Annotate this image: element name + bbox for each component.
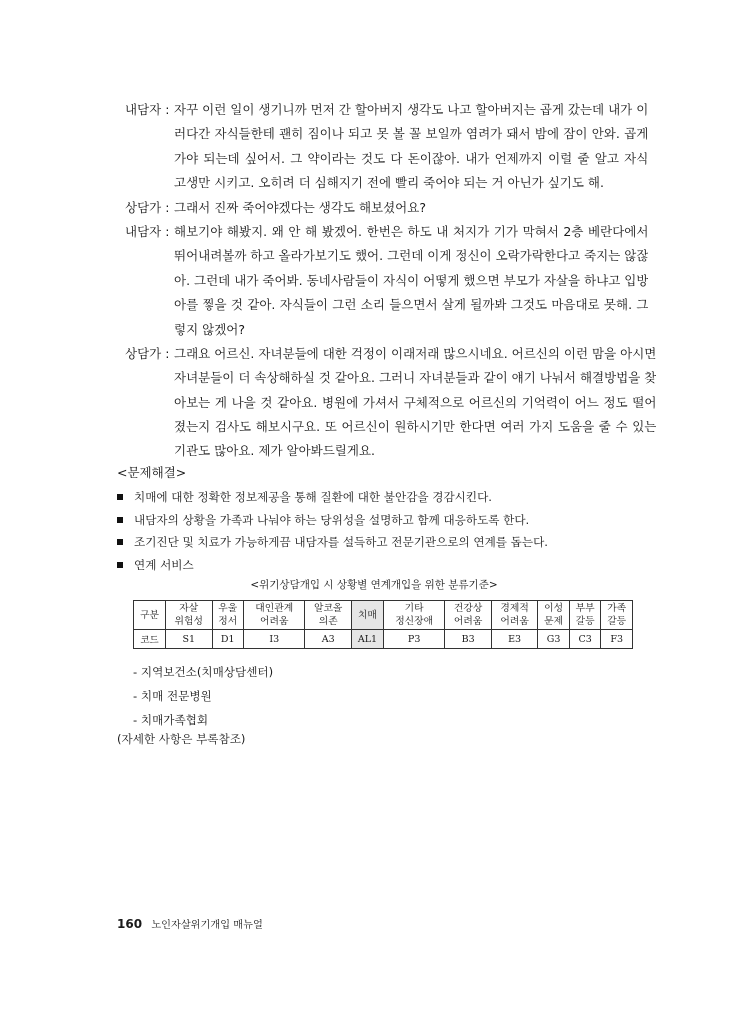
table-code-row <box>134 630 633 649</box>
square-bullet-icon <box>117 539 123 545</box>
code-label-cell: 코드 <box>134 630 166 649</box>
utterance-line: 아를 찧을 것 같아. 자식들이 그런 소리 들으면서 살게 될까봐 그것도 마음대로 못해. 그 <box>174 297 649 313</box>
row-header-cell: 구분 <box>134 601 166 630</box>
category-name-line2: 위험성 <box>174 616 203 627</box>
manual-title: 노인자살위기개입 매뉴얼 <box>151 920 263 931</box>
dialogue-turn <box>125 220 649 342</box>
category-name: 우울 <box>218 603 238 614</box>
category-name-line2: 어려움 <box>453 616 483 627</box>
solution-list <box>117 486 637 576</box>
category-name: 부부 <box>575 603 595 614</box>
category-name: 자살 <box>179 603 199 614</box>
appendix-note: (자세한 사항은 부록참조) <box>117 732 246 746</box>
category-code-cell: B3 <box>445 630 492 649</box>
category-code-cell: D1 <box>212 630 244 649</box>
category-header-cell <box>351 601 383 630</box>
dialogue-turn <box>125 342 657 464</box>
utterance <box>174 98 648 196</box>
service-item: - 치매가족협회 <box>133 713 209 728</box>
category-name: 건강상 <box>453 603 483 614</box>
category-name: 대인관계 <box>255 603 294 614</box>
category-header-cell <box>601 601 633 630</box>
category-code-cell: F3 <box>601 630 633 649</box>
category-name-line2: 문제 <box>544 616 564 627</box>
utterance-line: 뛰어내려볼까 하고 올라가보기도 했어. 그런데 이게 정신이 오락가락한다고 죽지는 않잖 <box>174 248 649 264</box>
category-header-cell <box>569 601 601 630</box>
category-name: 치매 <box>357 609 377 621</box>
square-bullet-icon <box>117 517 123 523</box>
category-name: 가족 <box>607 603 627 614</box>
utterance-line: 자녀분들이 더 속상해하실 것 같아요. 그러니 자녀분들과 같이 얘기 나눠서 해결방법을 찾 <box>174 370 657 386</box>
speaker-label: 상담가 : <box>125 199 170 215</box>
category-name: 이성 <box>544 603 564 614</box>
utterance-line: 그래요 어르신. 자녀분들에 대한 걱정이 이래저래 많으시네요. 어르신의 이런 맘을 아시면 <box>174 345 657 361</box>
category-code-cell: S1 <box>166 630 213 649</box>
category-code-cell: E3 <box>491 630 538 649</box>
solution-item <box>117 531 637 554</box>
category-header-cell <box>166 601 213 630</box>
speaker-label: 상담가 : <box>125 345 170 361</box>
section-title: <문제해결> <box>117 465 187 480</box>
category-header-cell <box>244 601 305 630</box>
utterance-line: 가야 되는데 싶어서. 그 약이라는 것도 다 돈이잖아. 내가 언제까지 이럴 줄 알고 자식 <box>174 150 649 166</box>
category-name-line2: 어려움 <box>500 616 529 627</box>
square-bullet-icon <box>117 562 123 568</box>
utterance-line: 졌는지 검사도 해보시구요. 또 어르신이 원하시기만 한다면 여러 가지 도움을 줄 수 있는 <box>174 419 657 435</box>
category-header-cell <box>305 601 352 630</box>
utterance-line: 고생만 시키고. 오히려 더 심해지기 전에 빨리 죽어야 되는 거 아닌가 싶기도 해. <box>174 175 604 191</box>
speaker-label: 내담자 : <box>125 223 170 239</box>
category-name-line2: 어려움 <box>260 616 289 627</box>
utterance-line: 해보기야 해봤지. 왜 안 해 봤겠어. 한번은 하도 내 처지가 기가 막혀서 2층 베란다에서 <box>174 223 649 239</box>
category-name: 기타 <box>404 603 424 614</box>
category-code-cell: C3 <box>569 630 601 649</box>
category-code-cell: AL1 <box>351 630 383 649</box>
category-header-cell <box>445 601 492 630</box>
category-name-line2: 갈등 <box>575 616 595 627</box>
utterance <box>174 220 648 342</box>
category-code-cell: P3 <box>383 630 444 649</box>
solution-text: 내담자의 상황을 가족과 나눠야 하는 당위성을 설명하고 함께 대응하도록 한다. <box>134 512 530 527</box>
utterance-line: 아. 그런데 내가 죽어봐. 동네사람들이 자식이 어떻게 했으면 부모가 자살을 하냐고 입방 <box>174 272 649 288</box>
utterance-line: 렇지 않겠어? <box>174 321 245 337</box>
category-code-cell: G3 <box>538 630 570 649</box>
category-name-line2: 의존 <box>318 616 338 627</box>
category-name: 알코올 <box>314 603 343 614</box>
dialogue-turn <box>125 98 649 196</box>
solution-text: 조기진단 및 치료가 가능하게끔 내담자를 설득하고 전문기관으로의 연계를 돕는다. <box>134 535 548 549</box>
service-list <box>133 660 273 733</box>
counseling-dialogue <box>125 98 657 464</box>
solution-item <box>117 486 637 509</box>
service-item: - 치매 전문병원 <box>133 689 212 704</box>
category-code-cell: A3 <box>305 630 352 649</box>
square-bullet-icon <box>117 494 123 500</box>
service-item: - 지역보건소(치매상담센터) <box>133 665 274 679</box>
utterance-line: 자꾸 이런 일이 생기니까 먼저 간 할아버지 생각도 나고 할아버지는 곱게 갔는데 내가 이 <box>174 102 649 117</box>
page-number: 160 <box>117 917 143 931</box>
table-caption: <위기상담개입 시 상황별 연계개입을 위한 분류기준> <box>250 579 498 591</box>
utterance <box>174 196 645 220</box>
category-name-line2: 정신장애 <box>395 616 434 627</box>
dialogue-turn <box>125 196 645 220</box>
table-header-row <box>134 601 633 630</box>
category-name: 경제적 <box>500 603 529 614</box>
category-header-cell <box>491 601 538 630</box>
category-header-cell <box>383 601 444 630</box>
category-header-cell <box>212 601 244 630</box>
utterance-line: 아보는 게 나을 것 같아요. 병원에 가셔서 구체적으로 어르신의 기억력이 어느 정도 떨어 <box>174 394 657 410</box>
page-footer <box>117 916 263 931</box>
utterance <box>174 342 656 464</box>
utterance-line: 러다간 자식들한테 괜히 짐이나 되고 못 볼 꼴 보일까 염려가 돼서 밤에 잠이 안와. 곱게 <box>174 126 649 142</box>
category-name-line2: 갈등 <box>607 616 627 627</box>
solution-item <box>117 554 637 577</box>
utterance-line: 기관도 많아요. 제가 알아봐드릴게요. <box>174 443 375 459</box>
solution-text: 치매에 대한 정확한 정보제공을 통해 질환에 대한 불안감을 경감시킨다. <box>134 490 492 504</box>
speaker-label: 내담자 : <box>125 102 170 117</box>
utterance-line: 그래서 진짜 죽어야겠다는 생각도 해보셨어요? <box>174 199 426 215</box>
classification-table <box>133 600 633 649</box>
problem-solving-section <box>117 462 637 576</box>
category-name-line2: 정서 <box>218 616 238 627</box>
solution-item <box>117 509 637 532</box>
solution-text: 연계 서비스 <box>134 557 194 572</box>
category-header-cell <box>538 601 570 630</box>
category-code-cell: I3 <box>244 630 305 649</box>
